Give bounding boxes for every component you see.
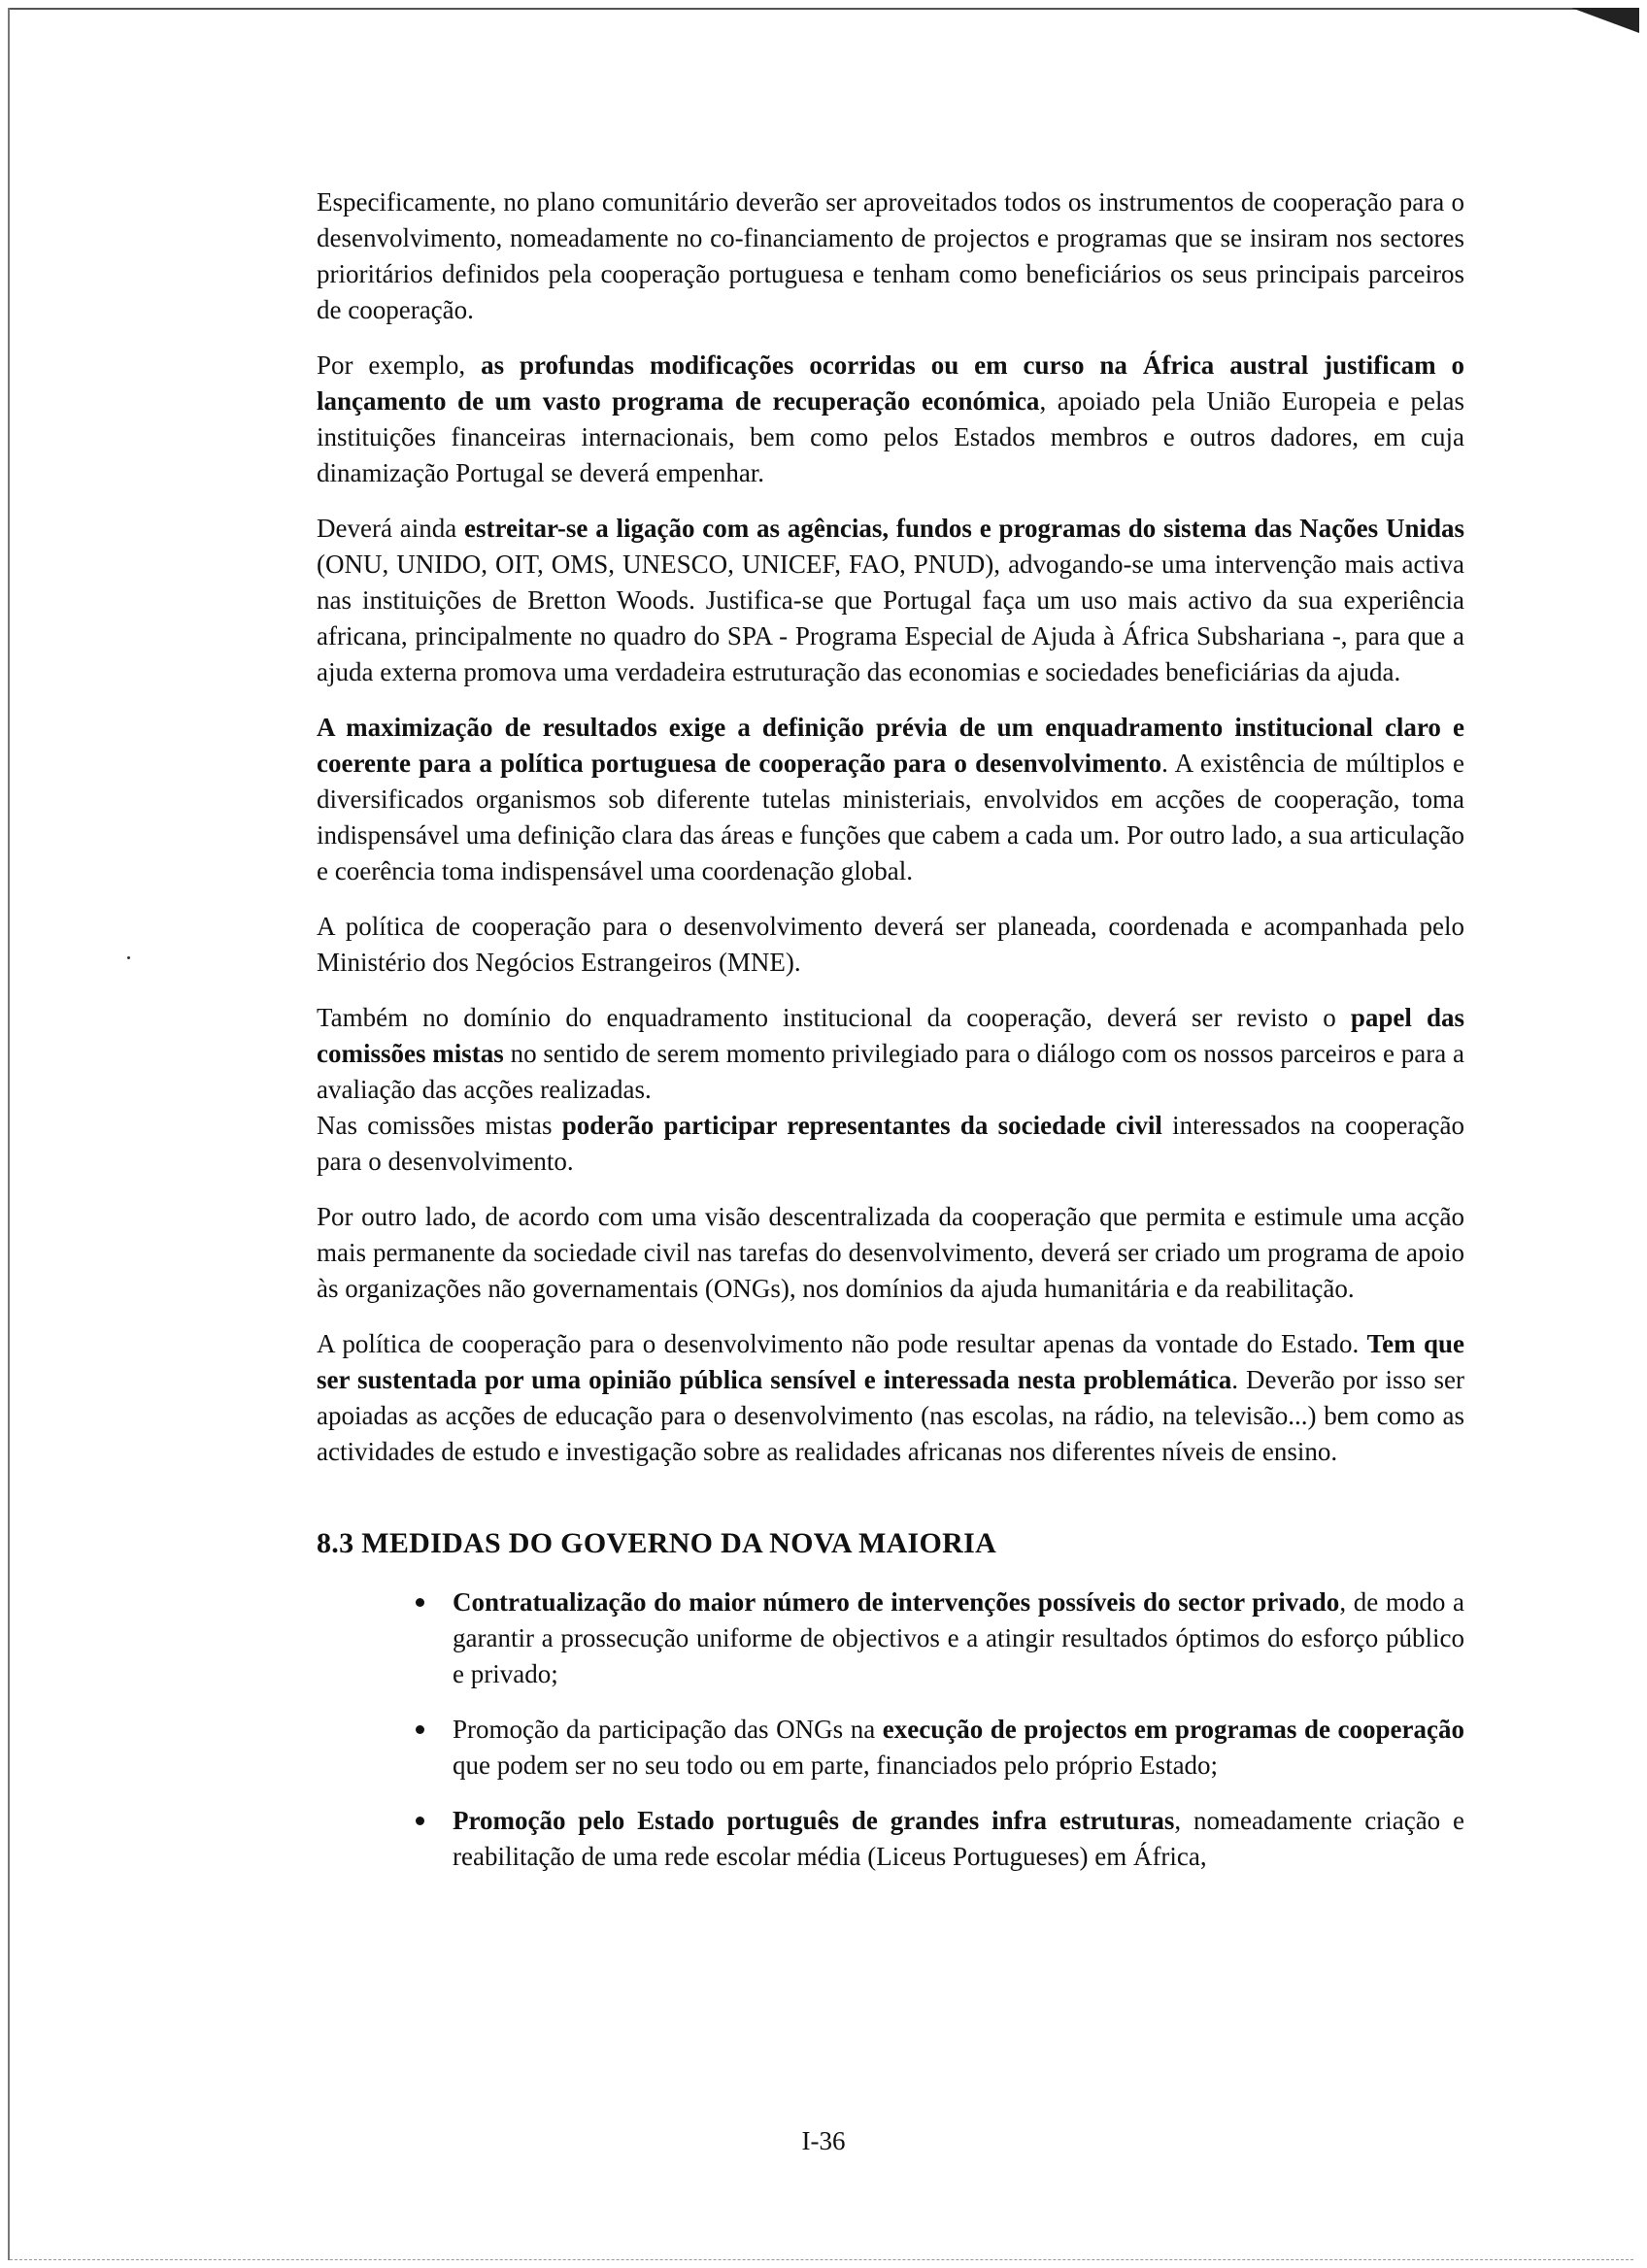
page-number: I-36 [801,2126,846,2155]
text-run: Por exemplo, [317,350,482,380]
bold-text-run: Contratualização do maior número de intervenções possíveis do sector privado [453,1587,1340,1617]
bullet-icon [416,1598,424,1607]
document-body [317,184,1464,1894]
body-paragraph [317,348,1464,491]
bold-text-run: execução de projectos em programas de cooperação [882,1715,1465,1744]
body-paragraph [317,1199,1464,1307]
scan-border-top [10,8,1633,10]
text-run: , de modo a garantir a prossecução uniforme de objectivos e a atingir resultados óptimos do esforço público e privado; [453,1587,1464,1688]
body-paragraph [317,184,1464,328]
bullet-icon [416,1725,424,1734]
body-paragraph [317,1000,1464,1108]
text-run: A política de cooperação para o desenvolvimento deverá ser planeada, coordenada e acompanhada pelo Ministério dos Negócios Estrangeiros (MNE). [317,912,1464,977]
bold-text-run: poderão participar representantes da sociedade civil [561,1111,1162,1140]
text-run: A política de cooperação para o desenvolvimento não pode resultar apenas da vontade do Estado. [317,1329,1367,1358]
text-run: , nomeadamente criação e reabilitação de uma rede escolar média (Liceus Portugueses) em África, [453,1806,1465,1871]
paragraph-list [317,184,1464,1470]
bold-text-run: Tem que ser sustentada por uma opinião pública sensível e interessada nesta problemática [317,1329,1464,1394]
section-heading: 8.3 MEDIDAS DO GOVERNO DA NOVA MAIORIA [317,1527,997,1559]
text-run: , apoiado pela União Europeia e pelas instituições financeiras internacionais, bem como pelos Estados membros e outros dadores, em cuja dinamização Portugal se deverá empenhar. [317,386,1464,487]
body-paragraph [317,511,1464,690]
body-paragraph [317,1108,1464,1180]
scan-border-bottom [10,2259,1633,2260]
text-run: Nas comissões mistas [317,1111,562,1140]
measures-list [317,1584,1464,1875]
bold-text-run: A maximização de resultados exige a definição prévia de um enquadramento institucional claro e coerente para a política portuguesa de cooperação para o desenvolvimento [317,713,1464,778]
scan-border-left [8,8,10,2260]
text-run: no sentido de serem momento privilegiado para o diálogo com os nossos parceiros e para a avaliação das acções realizadas. [317,1039,1464,1104]
text-run: . A existência de múltiplos e diversificados organismos sob diferente tutelas ministeriais, envolvidos em acções de cooperação, toma indispensável uma definição clara das áreas e funções que cabem a cada um. Por outro lado, a sua articulação e coerência toma indispensável uma coordenação global. [317,749,1464,885]
body-paragraph [317,1326,1464,1470]
text-run: (ONU, UNIDO, OIT, OMS, UNESCO, UNICEF, FAO, PNUD), advogando-se uma intervenção mais activa nas instituições de Bretton Woods. Justifica-se que Portugal faça um uso mais activo da sua experiência africana, principalmente no quadro do SPA - Programa Especial de Ajuda à África Subshariana -, para que a ajuda externa promova uma verdadeira estruturação das economias e sociedades beneficiárias da ajuda. [317,550,1464,686]
bold-text-run: papel das comissões mistas [317,1003,1464,1068]
bold-text-run: Promoção pelo Estado português de grandes infra estruturas [453,1806,1175,1835]
text-run: interessados na cooperação para o desenvolvimento. [317,1111,1464,1176]
list-item [453,1584,1464,1692]
text-run: que podem ser no seu todo ou em parte, financiados pelo próprio Estado; [453,1751,1219,1780]
bold-text-run: as profundas modificações ocorridas ou em curso na África austral justificam o lançamento de um vasto programa de recuperação económica [317,350,1465,416]
body-paragraph [317,710,1464,889]
body-paragraph [317,909,1464,981]
bullet-icon [416,1817,424,1825]
text-run: . Deverão por isso ser apoiadas as acções de educação para o desenvolvimento (nas escolas, na rádio, na televisão...) bem como as actividades de estudo e investigação sobre as realidades africanas nos diferentes níveis de ensino. [317,1365,1464,1466]
scan-corner-mark [1571,8,1639,33]
bold-text-run: estreitar-se a ligação com as agências, fundos e programas do sistema das Nações Unidas [464,514,1464,543]
list-item [453,1712,1464,1784]
text-run: Especificamente, no plano comunitário deverão ser aproveitados todos os instrumentos de cooperação para o desenvolvimento, nomeadamente no co-financiamento de projectos e programas que se insiram nos sectores prioritários definidos pela cooperação portuguesa e tenham como beneficiários os seus principais parceiros de cooperação. [317,187,1464,324]
text-run: Deverá ainda [317,514,464,543]
list-item [453,1803,1464,1875]
text-run: Também no domínio do enquadramento institucional da cooperação, deverá ser revisto o [317,1003,1351,1032]
text-run: Promoção da participação das ONGs na [453,1715,883,1744]
scan-speck [127,956,130,959]
text-run: Por outro lado, de acordo com uma visão descentralizada da cooperação que permita e estimule uma acção mais permanente da sociedade civil nas tarefas do desenvolvimento, deverá ser criado um programa de apoio às organizações não governamentais (ONGs), nos domínios da ajuda humanitária e da reabilitação. [317,1202,1464,1303]
